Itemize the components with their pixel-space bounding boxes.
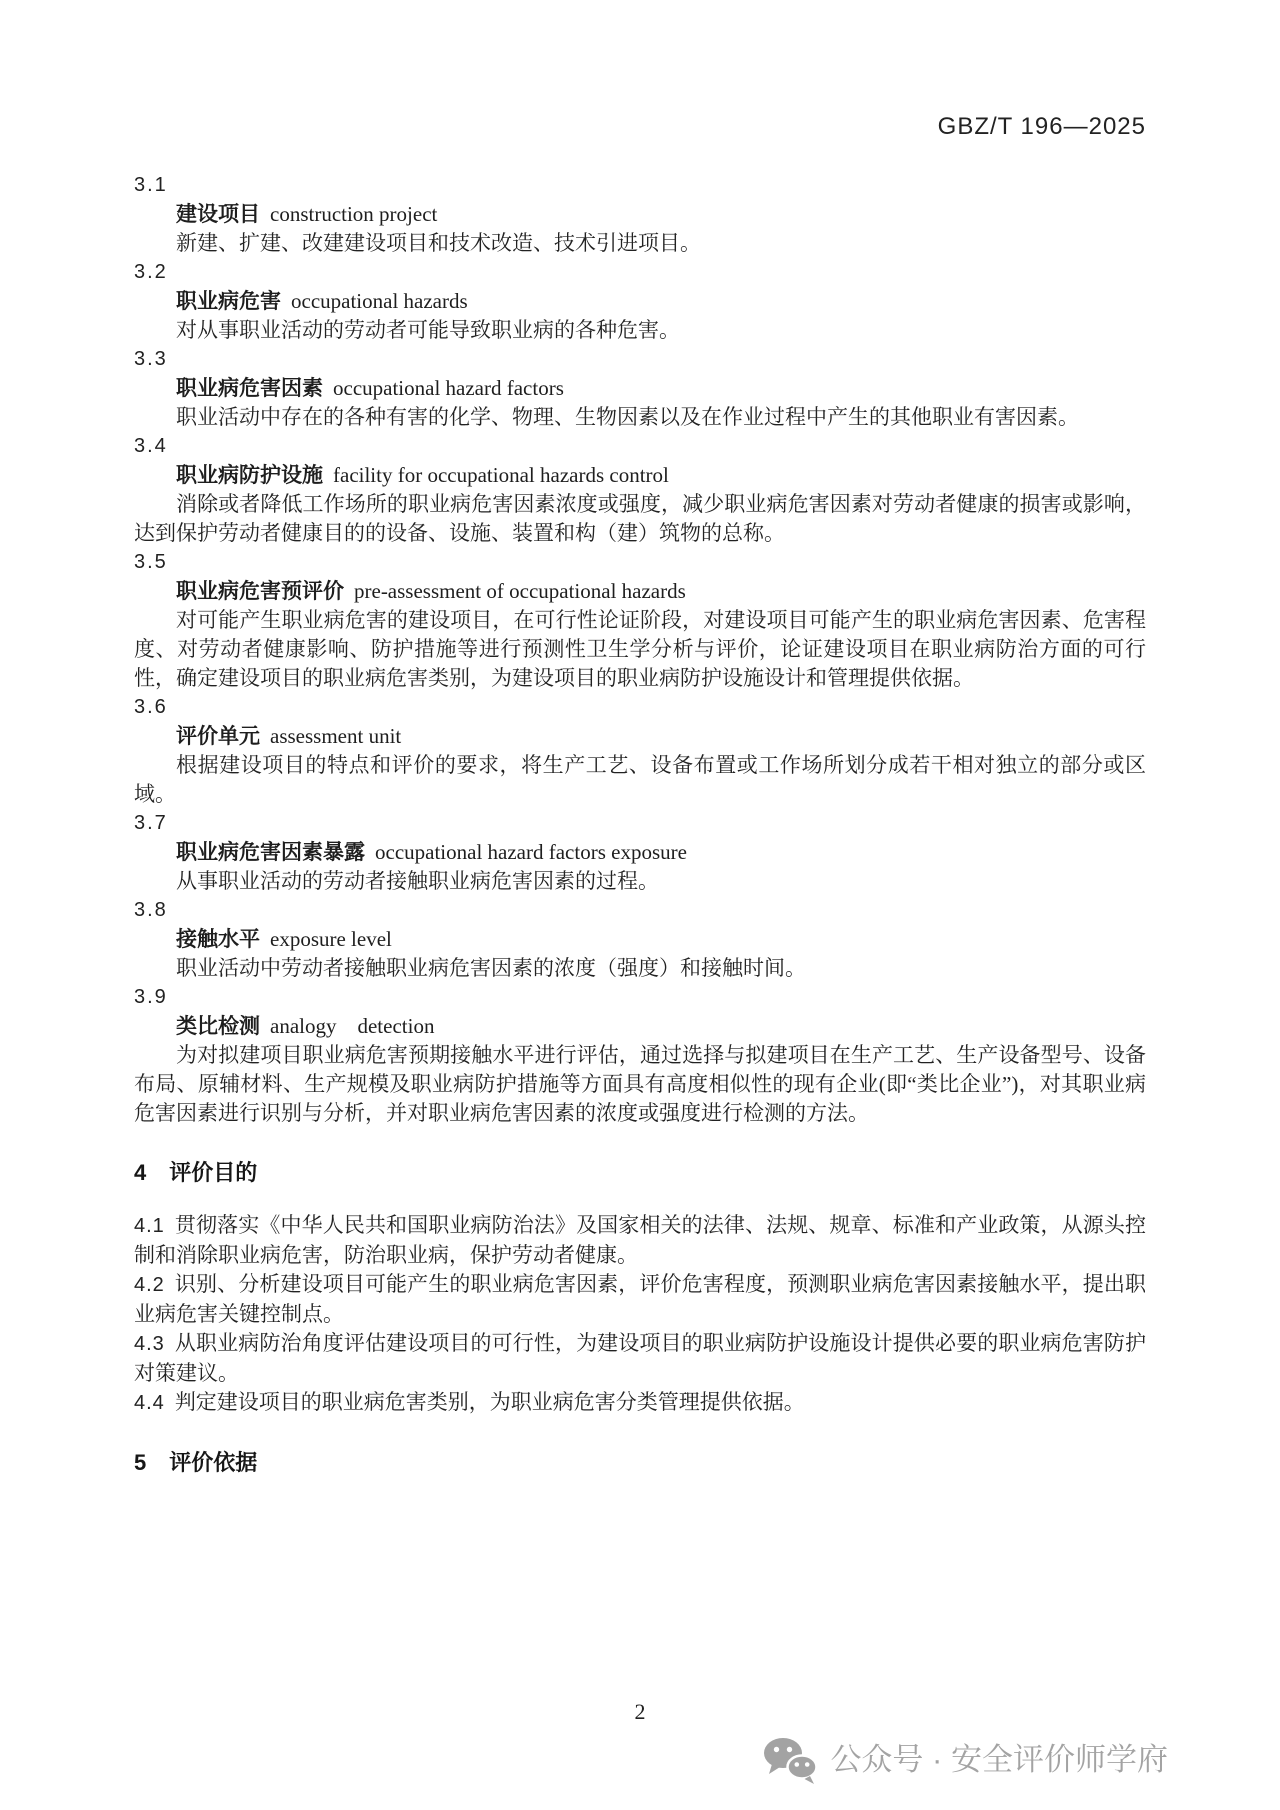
item-number: 4.2 bbox=[134, 1274, 165, 1296]
section-item bbox=[134, 1388, 1146, 1418]
term-en: analogy detection bbox=[270, 1014, 435, 1038]
term-line bbox=[134, 577, 1146, 606]
term-line bbox=[134, 925, 1146, 954]
term-line bbox=[134, 287, 1146, 316]
section-number: 5 bbox=[134, 1450, 148, 1475]
term-line bbox=[134, 722, 1146, 751]
term-en: occupational hazards bbox=[291, 289, 468, 313]
clause-number: 3.4 bbox=[134, 435, 168, 457]
definition-block bbox=[134, 548, 1146, 693]
clause-number: 3.9 bbox=[134, 986, 168, 1008]
clause-number: 3.3 bbox=[134, 348, 168, 370]
definition-body: 从事职业活动的劳动者接触职业病危害因素的过程。 bbox=[176, 869, 659, 893]
definition-block bbox=[134, 693, 1146, 809]
term-en: facility for occupational hazards control bbox=[333, 463, 669, 487]
clause-number: 3.7 bbox=[134, 812, 168, 834]
definition-block bbox=[134, 983, 1146, 1128]
term-en: occupational hazard factors bbox=[333, 376, 564, 400]
definition-body: 对可能产生职业病危害的建设项目，在可行性论证阶段，对建设项目可能产生的职业病危害因素、危害程度、对劳动者健康影响、防护措施等进行预测性卫生学分析与评价，论证建设项目在职业病防治方面的可行性，确定建设项目的职业病危害类别，为建设项目的职业病防护设施设计和管理提供依据。 bbox=[134, 608, 1146, 690]
item-number: 4.4 bbox=[134, 1392, 165, 1414]
item-number: 4.1 bbox=[134, 1215, 165, 1237]
item-text: 从职业病防治角度评估建设项目的可行性，为建设项目的职业病防护设施设计提供必要的职业病危害防护对策建议。 bbox=[134, 1331, 1146, 1385]
term-zh: 建设项目 bbox=[176, 203, 260, 226]
definition-block bbox=[134, 171, 1146, 258]
term-en: assessment unit bbox=[270, 724, 402, 748]
term-zh: 评价单元 bbox=[176, 725, 260, 748]
term-line bbox=[134, 461, 1146, 490]
definition-body: 消除或者降低工作场所的职业病危害因素浓度或强度，减少职业病危害因素对劳动者健康的损害或影响，达到保护劳动者健康目的的设备、设施、装置和构（建）筑物的总称。 bbox=[134, 492, 1146, 545]
clause-number: 3.6 bbox=[134, 696, 168, 718]
definition-body: 新建、扩建、改建建设项目和技术改造、技术引进项目。 bbox=[176, 231, 701, 255]
section-heading-5 bbox=[134, 1448, 1146, 1477]
wechat-icon bbox=[762, 1736, 818, 1784]
term-zh: 职业病防护设施 bbox=[176, 464, 323, 487]
item-number: 4.3 bbox=[134, 1333, 165, 1355]
definition-block bbox=[134, 345, 1146, 432]
clause-number: 3.5 bbox=[134, 551, 168, 573]
section-heading-4 bbox=[134, 1158, 1146, 1187]
definition-block bbox=[134, 896, 1146, 983]
term-en: exposure level bbox=[270, 927, 392, 951]
term-en: occupational hazard factors exposure bbox=[375, 840, 687, 864]
term-zh: 职业病危害因素 bbox=[176, 377, 323, 400]
watermark-text: 公众号 · 安全评价师学府 bbox=[830, 1742, 1168, 1777]
definition-body: 职业活动中劳动者接触职业病危害因素的浓度（强度）和接触时间。 bbox=[176, 956, 806, 980]
term-en: pre-assessment of occupational hazards bbox=[354, 579, 686, 603]
section-item bbox=[134, 1329, 1146, 1388]
definition-body: 对从事职业活动的劳动者可能导致职业病的各种危害。 bbox=[176, 318, 680, 342]
section-title: 评价依据 bbox=[169, 1450, 258, 1475]
definition-block bbox=[134, 809, 1146, 896]
definition-body: 为对拟建项目职业病危害预期接触水平进行评估，通过选择与拟建项目在生产工艺、生产设备型号、设备布局、原辅材料、生产规模及职业病防护措施等方面具有高度相似性的现有企业(即“类比企业”)，对其职业病危害因素进行识别与分析，并对职业病危害因素的浓度或强度进行检测的方法。 bbox=[134, 1043, 1146, 1125]
term-zh: 接触水平 bbox=[176, 928, 260, 951]
page-number: 2 bbox=[634, 1699, 646, 1724]
item-text: 贯彻落实《中华人民共和国职业病防治法》及国家相关的法律、法规、规章、标准和产业政策，从源头控制和消除职业病危害，防治职业病，保护劳动者健康。 bbox=[134, 1213, 1146, 1267]
term-zh: 职业病危害因素暴露 bbox=[176, 841, 365, 864]
clause-number: 3.8 bbox=[134, 899, 168, 921]
term-line bbox=[134, 1012, 1146, 1041]
term-line bbox=[134, 838, 1146, 867]
term-zh: 职业病危害 bbox=[176, 290, 281, 313]
definition-block bbox=[134, 432, 1146, 548]
term-line bbox=[134, 200, 1146, 229]
section-item bbox=[134, 1270, 1146, 1329]
definition-block bbox=[134, 258, 1146, 345]
watermark bbox=[762, 1736, 1168, 1784]
section-title: 评价目的 bbox=[169, 1160, 258, 1185]
doc-code: GBZ/T 196—2025 bbox=[937, 113, 1146, 140]
term-line bbox=[134, 374, 1146, 403]
term-en: construction project bbox=[270, 202, 438, 226]
definition-body: 职业活动中存在的各种有害的化学、物理、生物因素以及在作业过程中产生的其他职业有害因素。 bbox=[176, 405, 1079, 429]
term-zh: 职业病危害预评价 bbox=[176, 580, 344, 603]
section-number: 4 bbox=[134, 1160, 148, 1185]
clause-number: 3.1 bbox=[134, 174, 168, 196]
term-zh: 类比检测 bbox=[176, 1015, 260, 1038]
item-text: 识别、分析建设项目可能产生的职业病危害因素，评价危害程度，预测职业病危害因素接触水平，提出职业病危害关键控制点。 bbox=[134, 1272, 1146, 1326]
item-text: 判定建设项目的职业病危害类别，为职业病危害分类管理提供依据。 bbox=[174, 1390, 805, 1414]
definition-body: 根据建设项目的特点和评价的要求，将生产工艺、设备布置或工作场所划分成若干相对独立的部分或区域。 bbox=[134, 753, 1146, 806]
section-item bbox=[134, 1211, 1146, 1270]
clause-number: 3.2 bbox=[134, 261, 168, 283]
